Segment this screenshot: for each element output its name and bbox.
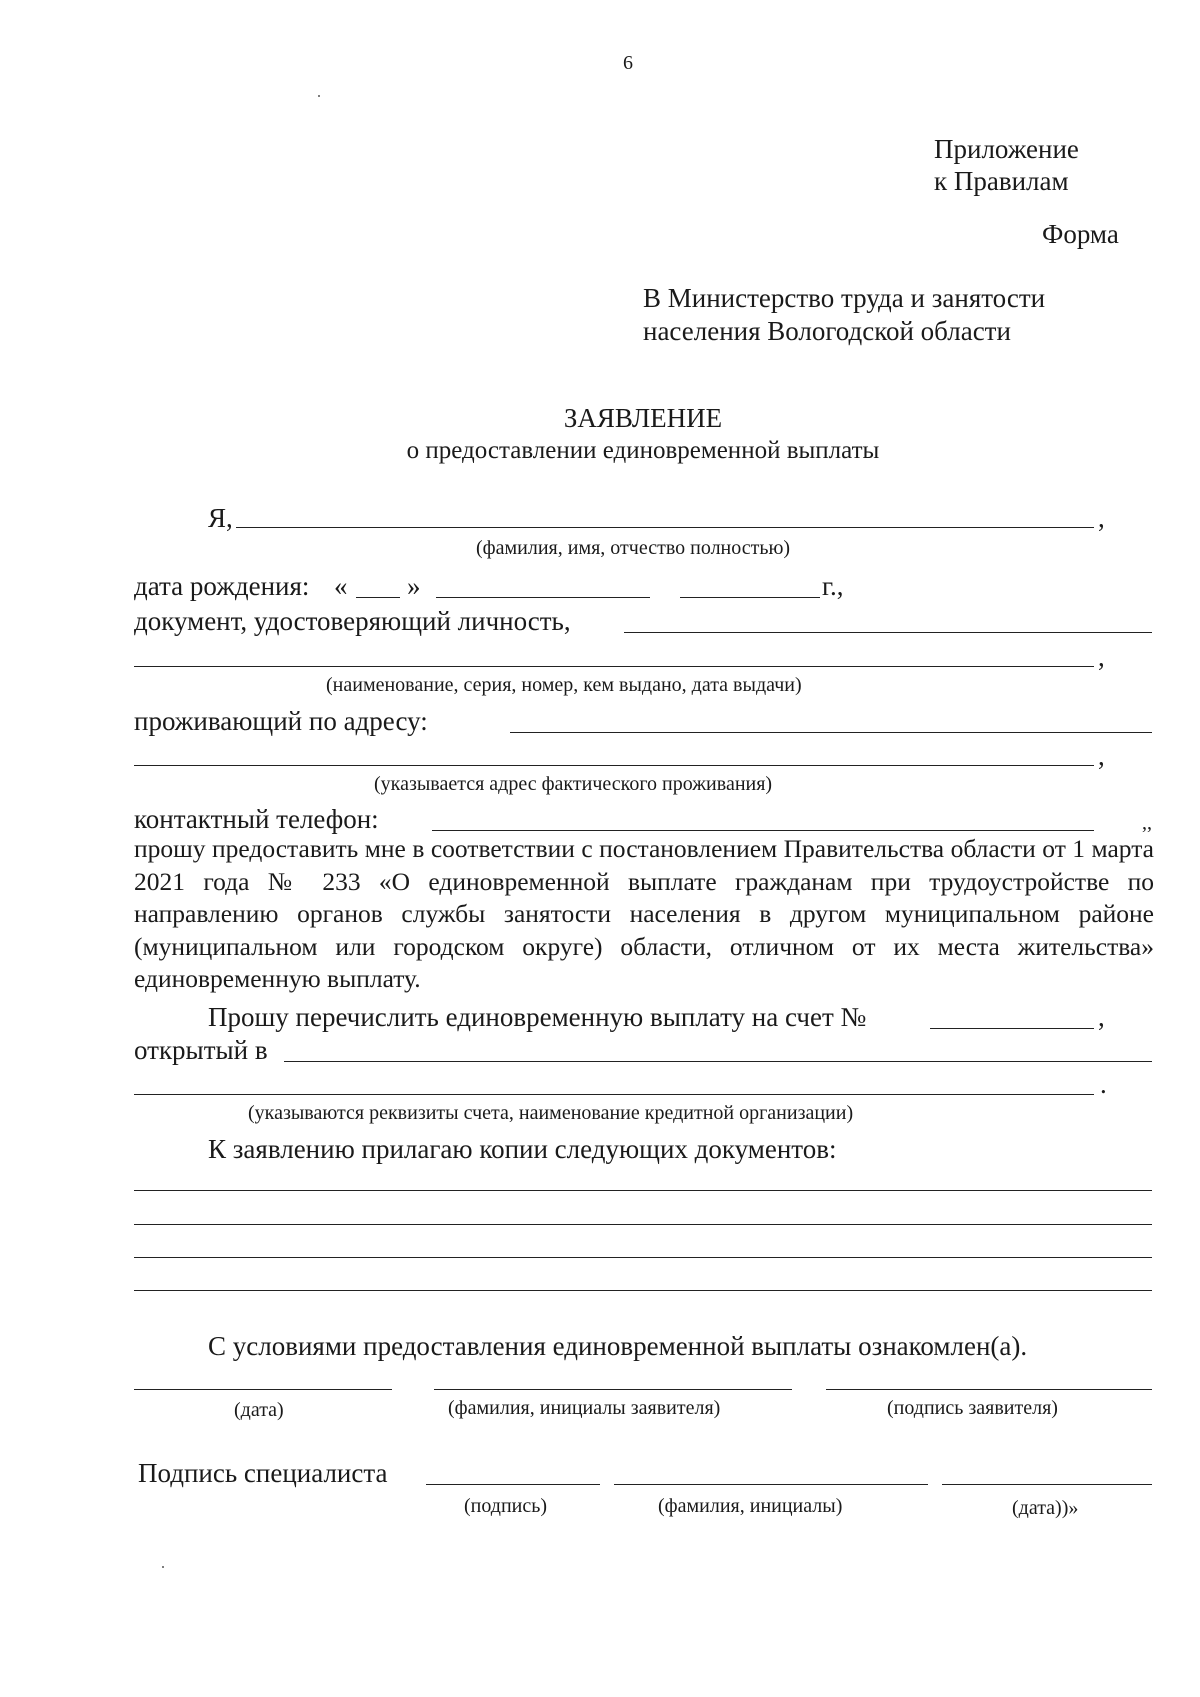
full-name-line[interactable]	[236, 527, 1094, 528]
specialist-name-caption: (фамилия, инициалы)	[658, 1495, 843, 1517]
address-comma: ,	[1098, 741, 1105, 771]
applicant-date-line[interactable]	[134, 1389, 392, 1390]
page-number: 6	[623, 52, 633, 74]
appendix-line2: к Правилам	[934, 166, 1069, 196]
bank-dot: .	[1100, 1069, 1107, 1099]
applicant-signature-caption: (подпись заявителя)	[887, 1397, 1058, 1419]
specialist-signature-label: Подпись специалиста	[138, 1458, 388, 1488]
bank-caption: (указываются реквизиты счета, наименование кредитной организации)	[248, 1102, 854, 1124]
birth-date-label: дата рождения:	[134, 571, 310, 601]
attachment-line[interactable]	[134, 1190, 1152, 1191]
birth-year-line[interactable]	[680, 597, 820, 598]
opened-in-label: открытый в	[134, 1035, 268, 1065]
applicant-name-caption: (фамилия, инициалы заявителя)	[448, 1397, 721, 1419]
transfer-request-text: Прошу перечислить единовременную выплату на счет №	[208, 1002, 867, 1032]
applicant-name-line[interactable]	[434, 1389, 792, 1390]
specialist-date-line[interactable]	[942, 1484, 1152, 1485]
bank-line1[interactable]	[284, 1061, 1152, 1062]
specialist-date-caption: (дата))»	[1012, 1497, 1079, 1519]
identity-document-line2[interactable]	[134, 666, 1094, 667]
phone-comma: ,,	[1142, 812, 1152, 834]
ya-comma: ,	[1098, 503, 1105, 533]
bank-line2[interactable]	[134, 1094, 1094, 1095]
scan-speck	[162, 1566, 164, 1568]
attachment-line[interactable]	[134, 1224, 1152, 1225]
applicant-signature-line[interactable]	[826, 1389, 1152, 1390]
quote-open: «	[334, 571, 348, 601]
identity-document-comma: ,	[1098, 642, 1105, 672]
specialist-signature-line[interactable]	[426, 1484, 600, 1485]
form-label: Форма	[1042, 219, 1119, 249]
phone-line[interactable]	[432, 830, 1094, 831]
identity-document-line1[interactable]	[624, 632, 1152, 633]
acknowledgement-text: С условиями предоставления единовременной выплаты ознакомлен(а).	[208, 1331, 1028, 1361]
applicant-date-caption: (дата)	[234, 1399, 284, 1421]
specialist-signature-caption: (подпись)	[464, 1495, 548, 1517]
document-subtitle: о предоставлении единовременной выплаты	[406, 437, 880, 464]
ya-label: Я,	[208, 503, 233, 533]
address-label: проживающий по адресу:	[134, 706, 428, 736]
phone-label: контактный телефон:	[134, 804, 379, 834]
full-name-caption: (фамилия, имя, отчество полностью)	[476, 537, 791, 559]
transfer-comma: ,	[1098, 1002, 1105, 1032]
quote-close: »	[407, 571, 421, 601]
birth-month-line[interactable]	[436, 597, 650, 598]
identity-document-caption: (наименование, серия, номер, кем выдано, дата выдачи)	[326, 674, 802, 696]
request-paragraph	[134, 833, 1154, 996]
address-line1[interactable]	[510, 732, 1152, 733]
address-line2[interactable]	[134, 765, 1094, 766]
year-suffix: г.,	[822, 571, 844, 601]
appendix-line1: Приложение	[934, 134, 1079, 164]
attachments-label: К заявлению прилагаю копии следующих документов:	[208, 1134, 837, 1164]
attachment-line[interactable]	[134, 1290, 1152, 1291]
attachment-line[interactable]	[134, 1257, 1152, 1258]
address-caption: (указывается адрес фактического проживания)	[374, 773, 773, 795]
addressee-line2: населения Вологодской области	[643, 316, 1011, 346]
request-text: прошу предоставить мне в соответствии с постановлением Правительства области от 1 марта 2021 года № 233 «О единовременной выплате гражданам при трудоустройстве по направлению органов службы занятости населения в другом муниципальном районе (муниципальном или городском округе) области, отличном от их места жительства» единовременную выплату.	[134, 834, 1154, 993]
identity-document-label: документ, удостоверяющий личность,	[134, 606, 571, 636]
document-title: ЗАЯВЛЕНИЕ	[563, 403, 723, 433]
birth-day-line[interactable]	[356, 597, 400, 598]
scan-speck	[318, 95, 320, 97]
addressee-line1: В Министерство труда и занятости	[643, 283, 1046, 313]
specialist-name-line[interactable]	[614, 1484, 928, 1485]
account-number-line[interactable]	[930, 1028, 1094, 1029]
